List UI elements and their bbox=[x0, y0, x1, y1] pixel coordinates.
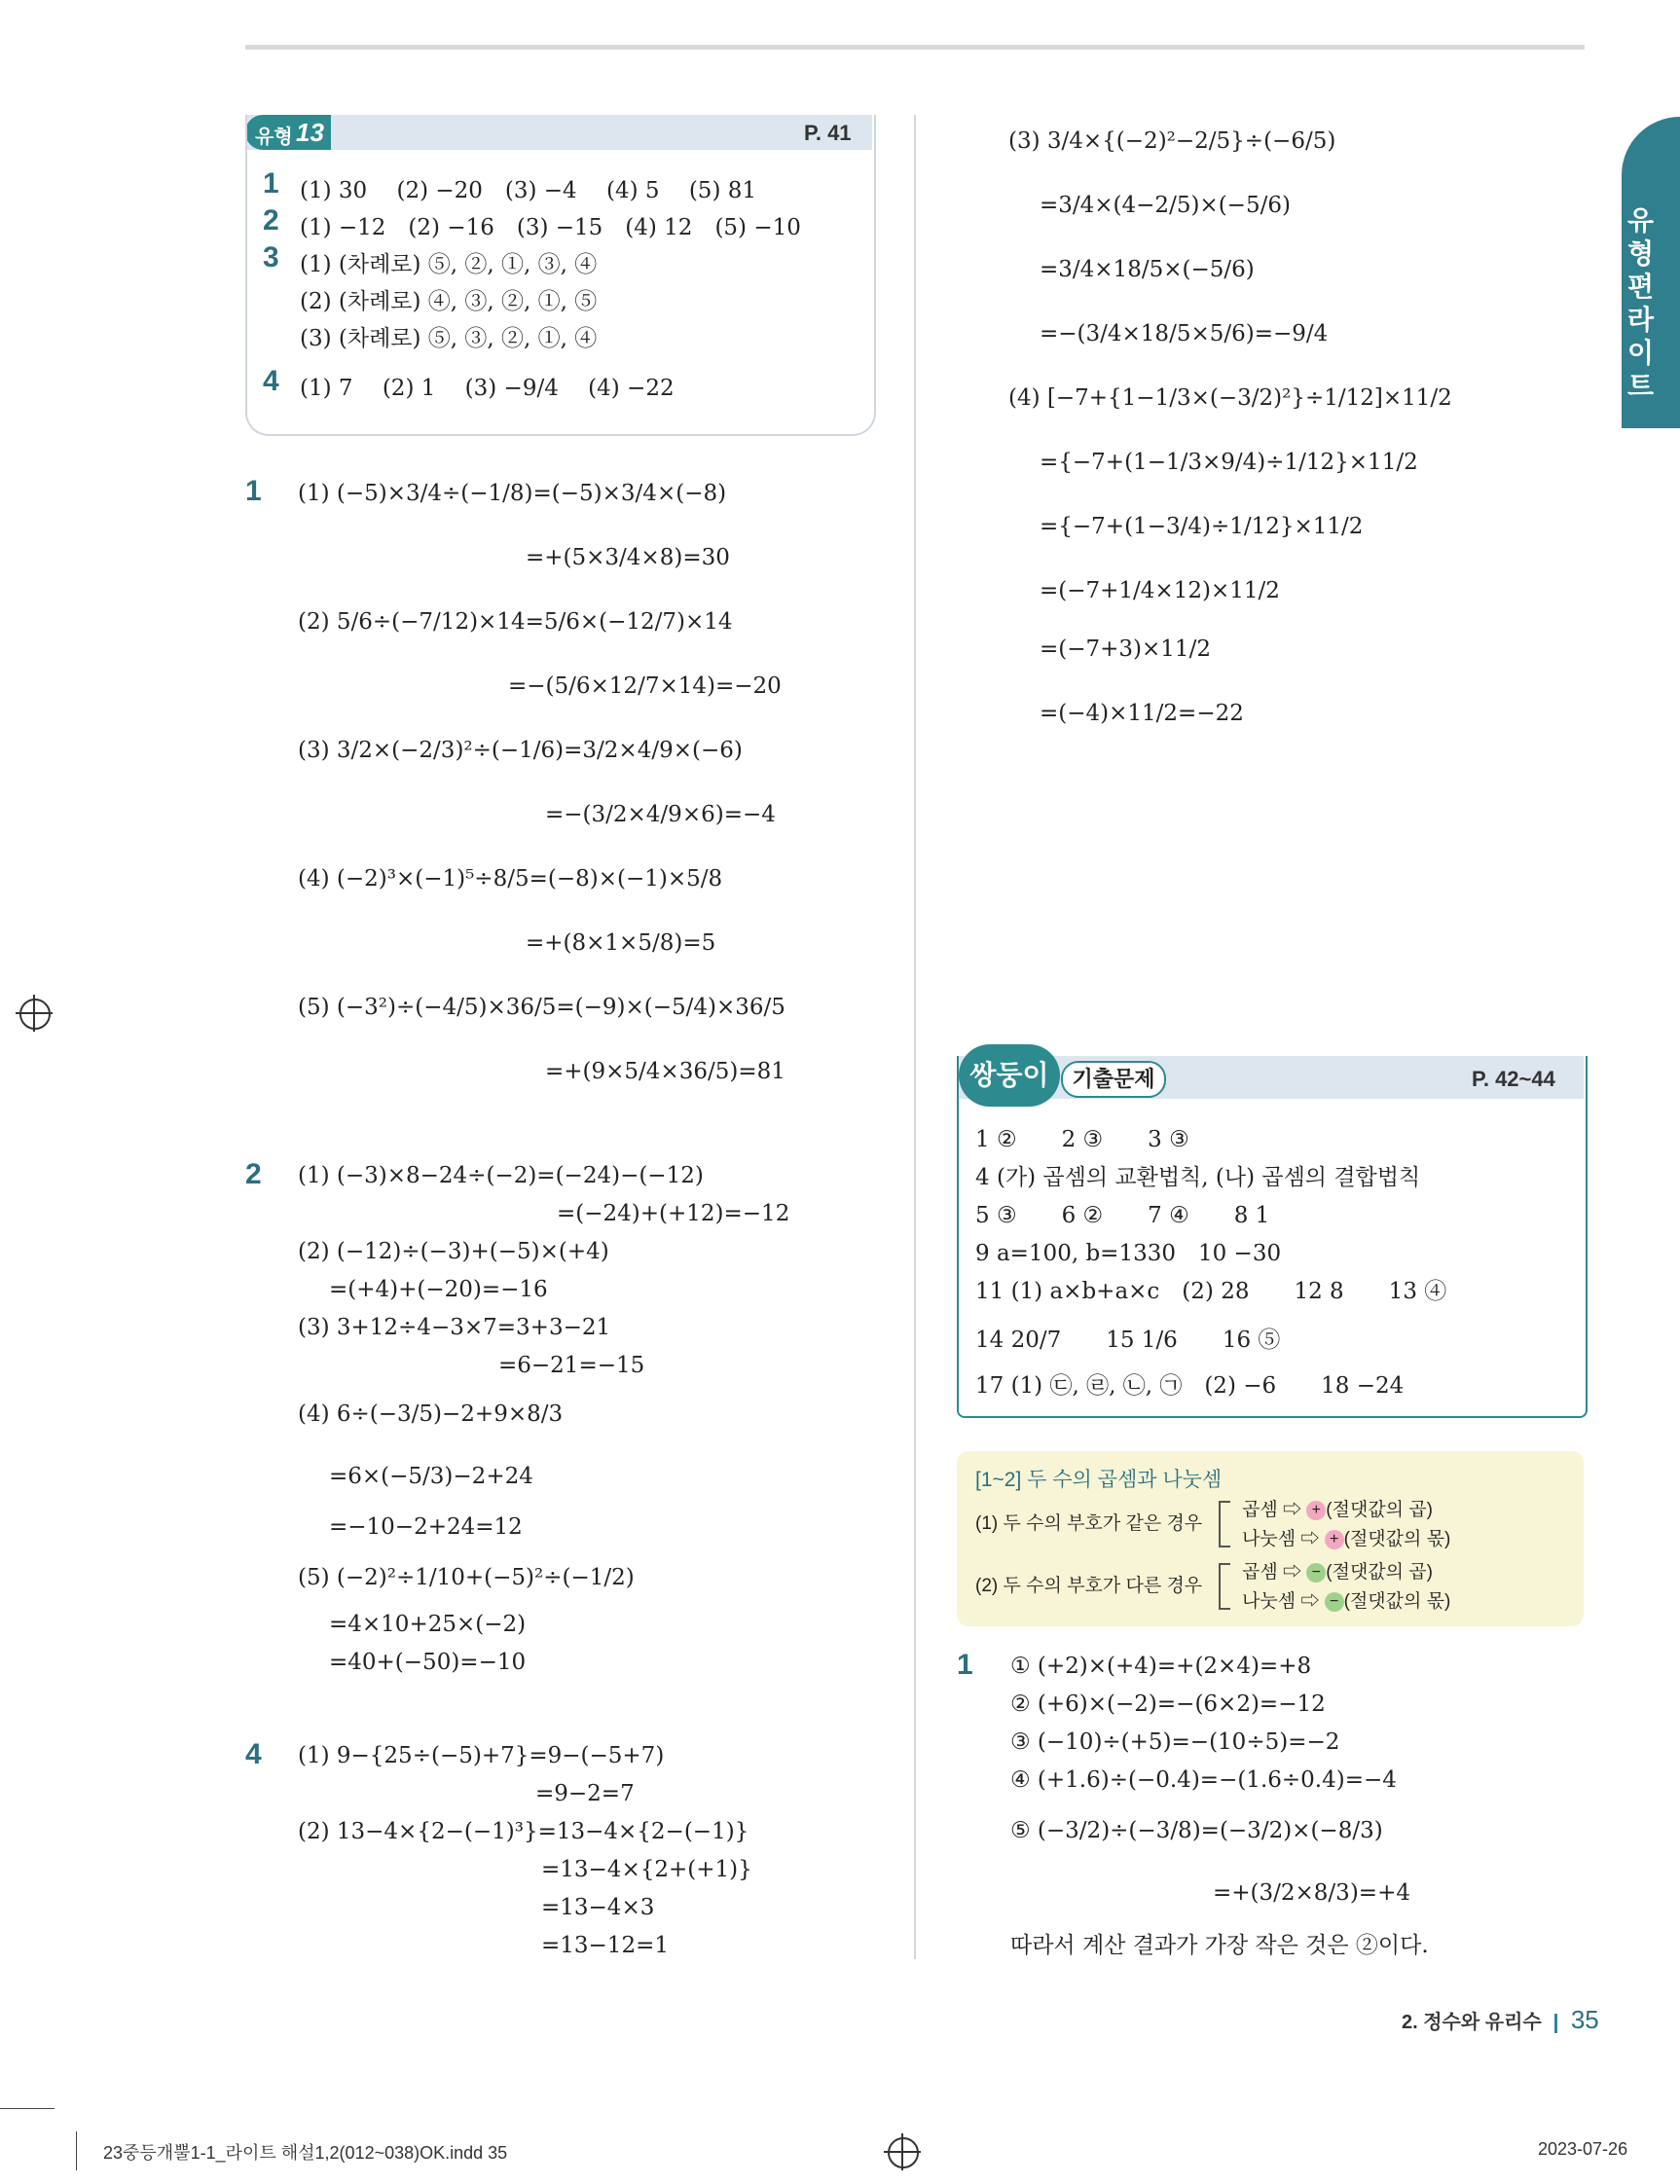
solution-line: 따라서 계산 결과가 가장 작은 것은 ②이다. bbox=[1010, 1933, 1429, 1958]
summary-num: 2 bbox=[263, 204, 279, 237]
solution-line: (2) 13−4×{2−(−1)³}=13−4×{2−(−1)} bbox=[298, 1819, 749, 1844]
answer-row: 17 (1) ㉢, ㉣, ㉡, ㉠ (2) −6 18 −24 bbox=[975, 1373, 1405, 1399]
solution-line: (3) 3/4×{(−2)²−2/5}÷(−6/5) bbox=[1008, 128, 1336, 154]
solution-line: =13−4×3 bbox=[541, 1895, 655, 1920]
tip-rule-3: 곱셈 ⇨ − (절댓값의 곱) bbox=[1242, 1562, 1433, 1583]
chapter-footer bbox=[1402, 2005, 1599, 2035]
solution-line: (1) (−3)×8−24÷(−2)=(−24)−(−12) bbox=[298, 1163, 704, 1188]
plus-sign: + bbox=[1325, 1530, 1344, 1549]
solution-line: ={−7+(1−3/4)÷1/12}×11/2 bbox=[1040, 514, 1364, 539]
ssang-page: P. 42~44 bbox=[1472, 1067, 1555, 1091]
solution-line: (5) (−2)²÷1/10+(−5)²÷(−1/2) bbox=[298, 1565, 635, 1590]
solution-line: =3/4×(4−2/5)×(−5/6) bbox=[1040, 193, 1291, 218]
tip-result: (절댓값의 몫) bbox=[1343, 1591, 1451, 1612]
solution-line: ={−7+(1−1/3×9/4)÷1/12}×11/2 bbox=[1040, 450, 1418, 475]
registration-mark-icon bbox=[888, 2137, 919, 2168]
summary-num: 3 bbox=[263, 241, 279, 273]
minus-sign: − bbox=[1325, 1592, 1344, 1612]
solution-line: ② (+6)×(−2)=−(6×2)=−12 bbox=[1010, 1692, 1326, 1717]
footer-divider bbox=[1554, 2014, 1557, 2033]
solution-line: =9−2=7 bbox=[535, 1781, 635, 1806]
minus-sign: − bbox=[1306, 1563, 1326, 1583]
solution-line: =(−7+3)×11/2 bbox=[1040, 637, 1211, 662]
type-number: 13 bbox=[296, 118, 324, 147]
summary-text: (2) (차례로) ④, ③, ②, ①, ⑤ bbox=[300, 289, 598, 314]
type-label: 유형 bbox=[255, 127, 293, 148]
solution-line: =40+(−50)=−10 bbox=[329, 1650, 527, 1675]
answer-row: 4 (가) 곱셈의 교환법칙, (나) 곱셈의 결합법칙 bbox=[975, 1165, 1421, 1190]
solution-line: (3) 3+12÷4−3×7=3+3−21 bbox=[298, 1315, 611, 1340]
type13-page: P. 41 bbox=[804, 121, 852, 145]
solution-line: =−(5/6×12/7×14)=−20 bbox=[508, 673, 782, 699]
tip-rule-4: 나눗셈 ⇨ − (절댓값의 몫) bbox=[1242, 1591, 1451, 1612]
tip-case-same: (1) 두 수의 부호가 같은 경우 bbox=[975, 1513, 1203, 1534]
solution-line: =−10−2+24=12 bbox=[329, 1514, 523, 1540]
solution-line: =(+4)+(−20)=−16 bbox=[329, 1277, 548, 1302]
summary-text: (1) (차례로) ⑤, ②, ①, ③, ④ bbox=[300, 252, 598, 277]
print-date: 2023-07-26 bbox=[1538, 2139, 1628, 2159]
solution-line: =+(9×5/4×36/5)=81 bbox=[545, 1059, 785, 1084]
tip-mul-label: 곱셈 bbox=[1242, 1500, 1278, 1520]
solution-line: (4) [−7+{1−1/3×(−3/2)²}÷1/12]×11/2 bbox=[1008, 385, 1452, 411]
tip-case-diff: (2) 두 수의 부호가 다른 경우 bbox=[975, 1576, 1203, 1596]
solution-line: ④ (+1.6)÷(−0.4)=−(1.6÷0.4)=−4 bbox=[1010, 1767, 1397, 1793]
solution-line: (1) 9−{25÷(−5)+7}=9−(−5+7) bbox=[298, 1743, 665, 1768]
solution-line: (2) 5/6÷(−7/12)×14=5/6×(−12/7)×14 bbox=[298, 609, 733, 635]
ssang-title: 기출문제 bbox=[1072, 1067, 1155, 1091]
registration-mark-icon bbox=[19, 999, 51, 1030]
tip-result: (절댓값의 몫) bbox=[1343, 1529, 1451, 1549]
summary-text: (3) (차례로) ⑤, ③, ②, ①, ④ bbox=[300, 326, 598, 351]
solution-line: (4) 6÷(−3/5)−2+9×8/3 bbox=[298, 1401, 564, 1427]
crop-mark bbox=[76, 2131, 77, 2170]
tip-div-label: 나눗셈 bbox=[1242, 1591, 1297, 1612]
solution-line: =6−21=−15 bbox=[498, 1353, 645, 1378]
tip-div-label: 나눗셈 bbox=[1242, 1529, 1297, 1549]
tip-bracket-1 bbox=[1219, 1501, 1230, 1547]
solution-line: =13−12=1 bbox=[541, 1933, 669, 1958]
top-rule bbox=[245, 45, 1585, 50]
answer-row: 1 ② 2 ③ 3 ③ bbox=[975, 1127, 1189, 1152]
print-file-name: 23중등개뿔1-1_라이트 해설1,2(012~038)OK.indd 35 bbox=[103, 2143, 508, 2163]
solution-line: (3) 3/2×(−2/3)²÷(−1/6)=3/2×4/9×(−6) bbox=[298, 738, 743, 763]
solution-line: =(−24)+(+12)=−12 bbox=[557, 1201, 790, 1226]
solution-line: =(−7+1/4×12)×11/2 bbox=[1040, 578, 1280, 603]
solution-line: ③ (−10)÷(+5)=−(10÷5)=−2 bbox=[1010, 1729, 1340, 1755]
answer-row: 5 ③ 6 ② 7 ④ 8 1 bbox=[975, 1203, 1270, 1228]
solution-line: =−(3/2×4/9×6)=−4 bbox=[545, 802, 776, 827]
chapter-title: 2. 정수와 유리수 bbox=[1402, 2012, 1542, 2033]
answer-row: 14 20/7 15 1/6 16 ⑤ bbox=[975, 1328, 1281, 1353]
solution-line: =+(5×3/4×8)=30 bbox=[526, 545, 730, 570]
page-number: 35 bbox=[1570, 2005, 1599, 2034]
solution-line: =(−4)×11/2=−22 bbox=[1040, 701, 1244, 726]
tip-rule-1: 곱셈 ⇨ + (절댓값의 곱) bbox=[1242, 1500, 1433, 1520]
answer-row: 11 (1) a×b+a×c (2) 28 12 8 13 ④ bbox=[975, 1279, 1447, 1304]
tip-result: (절댓값의 곱) bbox=[1326, 1562, 1433, 1583]
solution-number: 2 bbox=[245, 1158, 262, 1190]
summary-text: (1) −12 (2) −16 (3) −15 (4) 12 (5) −10 bbox=[300, 215, 801, 240]
solution-line: (2) (−12)÷(−3)+(−5)×(+4) bbox=[298, 1239, 609, 1264]
solution-line: (1) (−5)×3/4÷(−1/8)=(−5)×3/4×(−8) bbox=[298, 481, 727, 506]
summary-num: 4 bbox=[263, 365, 279, 397]
solution-number: 4 bbox=[245, 1738, 262, 1770]
solution-line: =6×(−5/3)−2+24 bbox=[329, 1464, 533, 1489]
tip-title: [1~2] 두 수의 곱셈과 나눗셈 bbox=[975, 1469, 1223, 1491]
ssang-logo-text: 쌍둥이 bbox=[969, 1060, 1049, 1090]
tip-rule-2: 나눗셈 ⇨ + (절댓값의 몫) bbox=[1242, 1529, 1451, 1549]
solution-line: =3/4×18/5×(−5/6) bbox=[1040, 257, 1255, 282]
answer-row: 9 a=100, b=1330 10 −30 bbox=[975, 1241, 1282, 1266]
summary-text: (1) 7 (2) 1 (3) −9/4 (4) −22 bbox=[300, 376, 675, 401]
solution-line: =+(3/2×8/3)=+4 bbox=[1213, 1880, 1410, 1906]
column-divider bbox=[914, 115, 916, 1959]
solution-line: (4) (−2)³×(−1)⁵÷8/5=(−8)×(−1)×5/8 bbox=[298, 866, 723, 892]
solution-number: 1 bbox=[245, 475, 262, 507]
crop-mark bbox=[0, 2108, 55, 2109]
summary-text: (1) 30 (2) −20 (3) −4 (4) 5 (5) 81 bbox=[300, 178, 756, 203]
solution-number: 1 bbox=[957, 1649, 973, 1681]
summary-num: 1 bbox=[263, 167, 279, 200]
tip-result: (절댓값의 곱) bbox=[1326, 1500, 1433, 1520]
solution-line: ① (+2)×(+4)=+(2×4)=+8 bbox=[1010, 1654, 1312, 1679]
plus-sign: + bbox=[1306, 1501, 1326, 1520]
solution-line: ⑤ (−3/2)÷(−3/8)=(−3/2)×(−8/3) bbox=[1010, 1818, 1383, 1843]
side-tab-label: 유형편 라이트 bbox=[1627, 205, 1655, 401]
tip-bracket-2 bbox=[1219, 1563, 1230, 1610]
solution-line: =4×10+25×(−2) bbox=[329, 1612, 527, 1637]
tip-mul-label: 곱셈 bbox=[1242, 1562, 1278, 1583]
solution-line: =−(3/4×18/5×5/6)=−9/4 bbox=[1040, 321, 1329, 346]
solution-line: (5) (−3²)÷(−4/5)×36/5=(−9)×(−5/4)×36/5 bbox=[298, 995, 785, 1020]
solution-line: =+(8×1×5/8)=5 bbox=[526, 930, 716, 956]
solution-line: =13−4×{2+(+1)} bbox=[541, 1857, 752, 1882]
